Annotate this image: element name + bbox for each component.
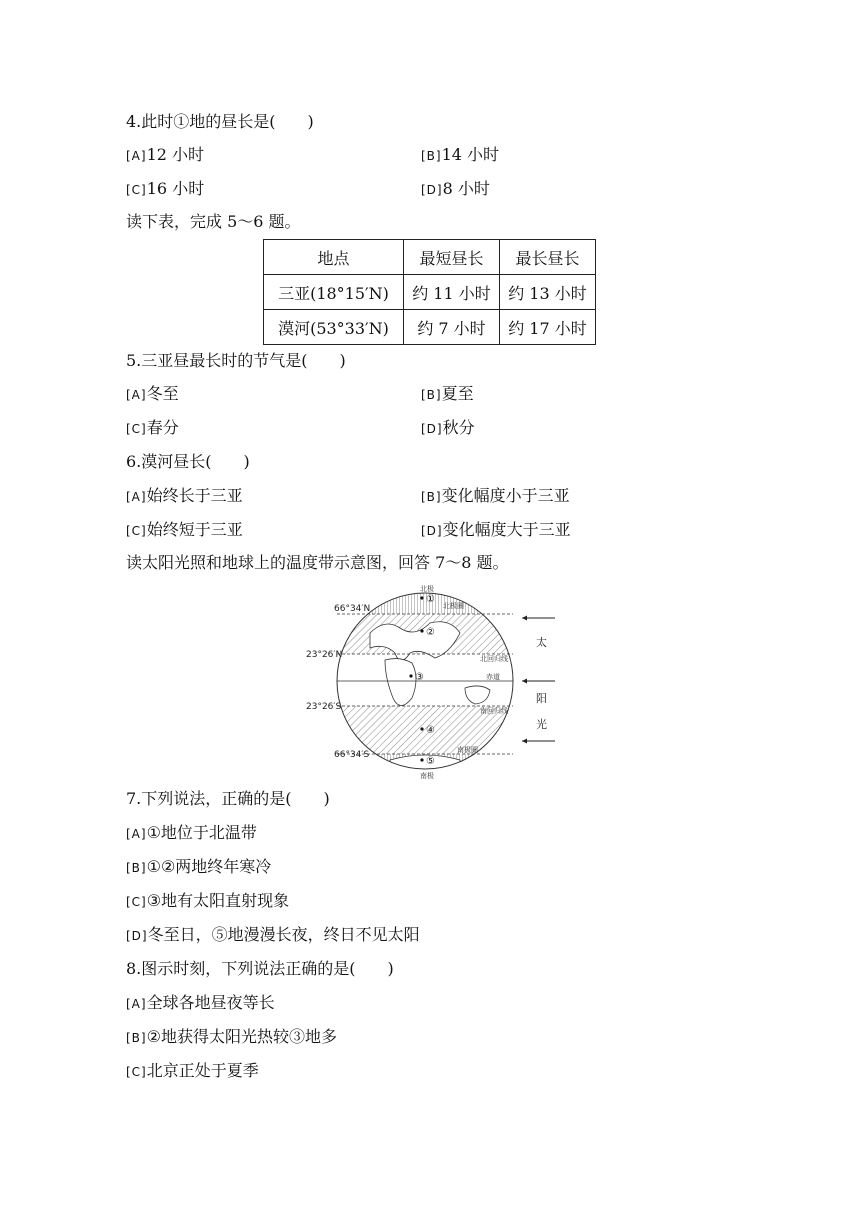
q7-stem: 7.下列说法，正确的是( ) xyxy=(126,789,330,808)
equator-label: 赤道 xyxy=(486,673,500,681)
earth-diagram xyxy=(300,578,560,783)
table-row xyxy=(264,310,596,345)
table-cell: 约 13 小时 xyxy=(500,275,596,310)
q4-option-d: [D]8 小时 xyxy=(421,179,490,198)
arrow-head-icon xyxy=(522,739,527,744)
table-cell: 三亚(18°15′N) xyxy=(264,275,404,310)
tropic-capricorn-label: 南回归线 xyxy=(480,707,508,715)
q6-option-d: [D]变化幅度大于三亚 xyxy=(421,520,571,539)
south-pole-label: 南极 xyxy=(420,772,434,780)
q7-option-b: [B]①②两地终年寒冷 xyxy=(126,857,272,876)
point-5-dot xyxy=(420,758,423,761)
sunlight-label-2: 阳 xyxy=(536,692,547,705)
point-2-dot xyxy=(420,629,423,632)
earth-temperature-zone-figure xyxy=(300,578,560,783)
tropic-cancer-label: 北回归线 xyxy=(480,655,508,663)
table-header-cell: 最短昼长 xyxy=(404,240,500,275)
table-header-cell: 最长昼长 xyxy=(500,240,596,275)
q4-option-a: [A]12 小时 xyxy=(126,145,205,164)
point-5-label: ⑤ xyxy=(426,756,435,767)
q5-option-b: [B]夏至 xyxy=(421,384,474,403)
table-cell: 漠河(53°33′N) xyxy=(264,310,404,345)
point-3-dot xyxy=(409,674,412,677)
q6-option-a: [A]始终长于三亚 xyxy=(126,486,243,505)
table-intro: 读下表，完成 5～6 题。 xyxy=(126,212,301,231)
north-pole-label: 北极 xyxy=(420,585,434,593)
q4-option-c: [C]16 小时 xyxy=(126,179,205,198)
point-1-dot xyxy=(420,596,423,599)
daylength-table xyxy=(263,239,596,345)
q4-option-b: [B]14 小时 xyxy=(421,145,500,164)
q6-option-b: [B]变化幅度小于三亚 xyxy=(421,486,570,505)
q6-stem: 6.漠河昼长( ) xyxy=(126,452,250,471)
sunlight-label-1: 太 xyxy=(536,636,547,649)
table-cell: 约 17 小时 xyxy=(500,310,596,345)
q8-option-a: [A]全球各地昼夜等长 xyxy=(126,993,275,1012)
point-3-label: ③ xyxy=(415,672,424,683)
table-row xyxy=(264,275,596,310)
lat-66n-label: 66°34′N xyxy=(334,604,371,614)
point-4-dot xyxy=(420,727,423,730)
point-1-label: ① xyxy=(426,594,435,605)
antarctic-circle-label: 南极圈 xyxy=(457,746,478,754)
point-2-label: ② xyxy=(426,627,435,638)
q6-option-c: [C]始终短于三亚 xyxy=(126,520,243,539)
table-cell: 约 11 小时 xyxy=(404,275,500,310)
arrow-head-icon xyxy=(522,679,527,684)
arrow-head-icon xyxy=(522,616,527,621)
lat-23n-label: 23°26′N xyxy=(306,650,343,660)
table-cell: 约 7 小时 xyxy=(404,310,500,345)
q5-option-d: [D]秋分 xyxy=(421,418,475,437)
table-header-cell: 地点 xyxy=(264,240,404,275)
lat-23s-label: 23°26′S xyxy=(306,702,342,712)
sunlight-label-3: 光 xyxy=(536,718,547,731)
q7-option-a: [A]①地位于北温带 xyxy=(126,823,257,842)
lat-66s-label: 66°34′S xyxy=(334,750,370,760)
point-4-label: ④ xyxy=(426,725,435,736)
q5-option-c: [C]春分 xyxy=(126,418,179,437)
q5-stem: 5.三亚昼最长时的节气是( ) xyxy=(126,351,346,370)
q4-stem: 4.此时①地的昼长是( ) xyxy=(126,112,314,131)
arctic-circle-label: 北极圈 xyxy=(443,602,464,610)
q8-option-b: [B]②地获得太阳光热较③地多 xyxy=(126,1027,337,1046)
table-header-row xyxy=(264,240,596,275)
q7-option-c: [C]③地有太阳直射现象 xyxy=(126,891,290,910)
q7-option-d: [D]冬至日，⑤地漫漫长夜，终日不见太阳 xyxy=(126,925,420,944)
q5-option-a: [A]冬至 xyxy=(126,384,179,403)
q8-stem: 8.图示时刻，下列说法正确的是( ) xyxy=(126,959,394,978)
q8-option-c: [C]北京正处于夏季 xyxy=(126,1061,259,1080)
figure-intro: 读太阳光照和地球上的温度带示意图，回答 7～8 题。 xyxy=(126,553,509,572)
